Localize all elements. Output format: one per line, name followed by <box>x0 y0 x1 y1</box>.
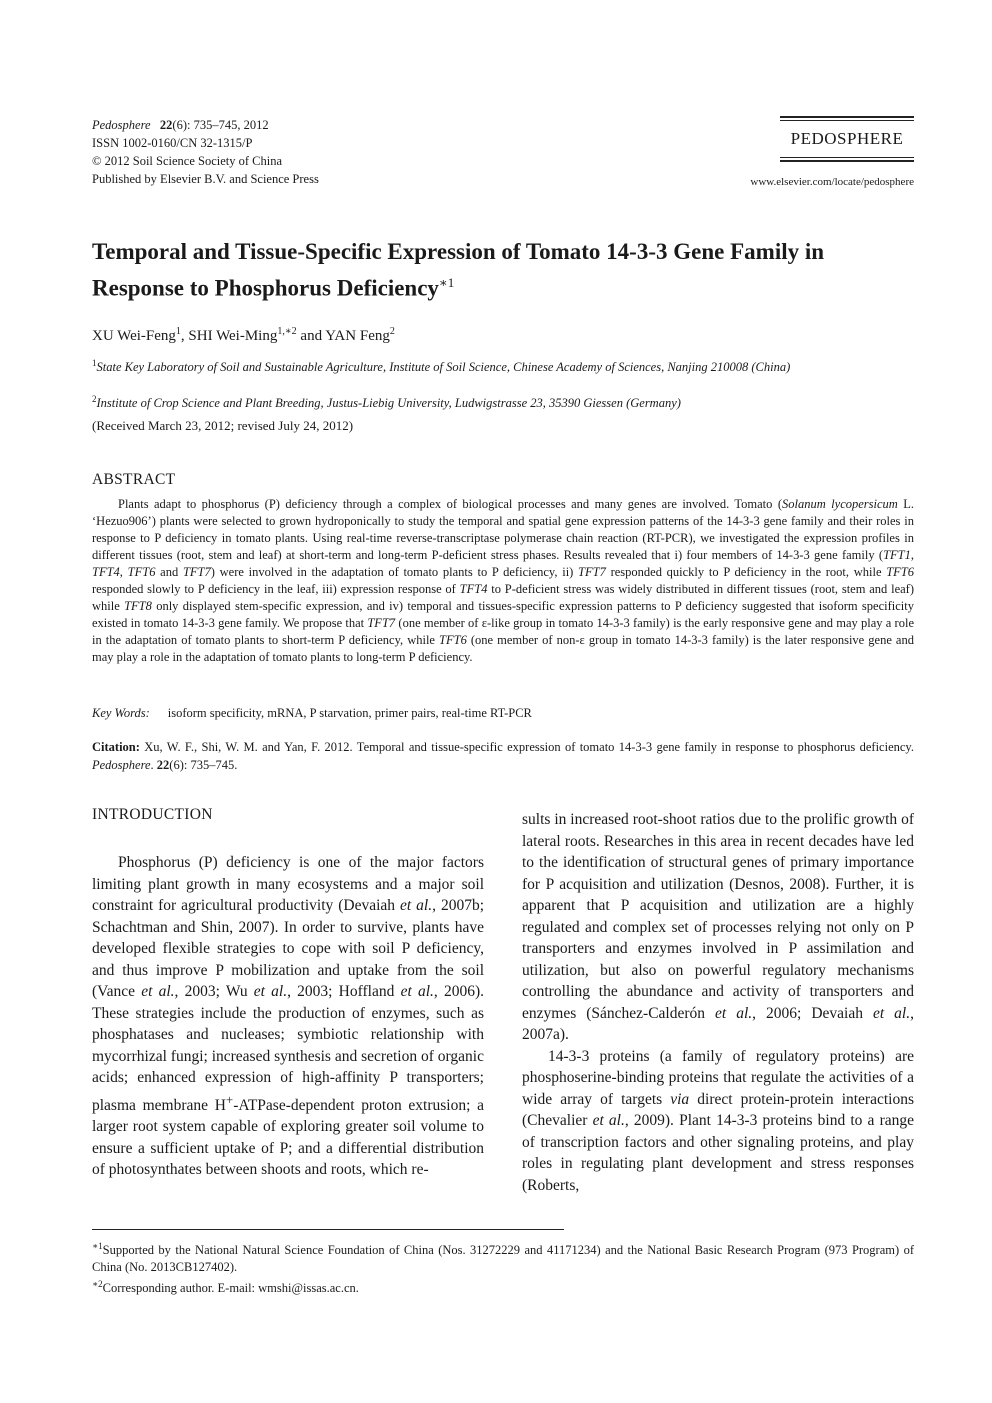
abstract-heading: ABSTRACT <box>92 471 176 488</box>
gene-name: TFT4 <box>459 582 488 596</box>
affiliation-number: 1 <box>92 358 97 368</box>
body-text: sults in increased root-shoot ratios due to the prolific growth of lateral roots. Researches in this area in recent decades have led to the identification of structural genes of primary importance for P acquisition and utilization (Desnos, 2008). Further, it is apparent that P acquisition and utilization are a highly regulated and complex set of processes relying not only on P transporters and enzymes involved in P assimilation and utilization, but also on powerful regulatory mechanisms controlling the abundance and activity of transporters and enzymes (Sánchez-Calderón <box>522 811 914 1022</box>
publisher: Published by Elsevier B.V. and Science Press <box>92 172 319 186</box>
affiliation-number: 2 <box>92 394 97 404</box>
gene-name: TFT6 <box>439 633 467 647</box>
author-affiliation-marker: 1 <box>175 326 181 337</box>
body-text: , 2006; Devaiah <box>752 1004 873 1022</box>
body-text: -ATPase-dependent proton extrusion; a larger root system capable of exploring greater soil volume to ensure a sufficient uptake of P; and a differential distribution of photosynthates between shoots and roots, which re- <box>92 1096 484 1179</box>
footnote-text: Corresponding author. E-mail: wmshi@issas.ac.cn. <box>102 1281 359 1296</box>
footnote <box>92 1238 914 1276</box>
keywords-label: Key Words: <box>92 706 150 720</box>
affiliation <box>92 391 914 412</box>
journal-header <box>92 116 319 188</box>
author-name: SHI Wei-Ming <box>188 328 278 344</box>
et-al: et al. <box>592 1112 625 1129</box>
body-text: Phosphorus (P) deficiency is one of the major factors limiting plant growth in many ecosystems and a major soil constraint for agricultural productivity (Devaiah <box>92 854 484 914</box>
journal-logo-block <box>750 116 914 188</box>
superscript-plus: + <box>225 1091 234 1107</box>
body-text: 14-3-3 proteins (a family of regulatory proteins) are phosphoserine-binding proteins that regulate the activities of a wide array of targets <box>522 1047 914 1108</box>
footnote <box>92 1276 914 1297</box>
body-text: , 2003; Wu <box>174 983 254 1000</box>
footnote-text: Supported by the National Natural Science Foundation of China (Nos. 31272229 and 41171234) and the National Basic Research Program (973 Program) of China (No. 2013CB127402). <box>92 1243 914 1275</box>
journal-issue-pages: (6): 735–745, 2012 <box>172 118 269 132</box>
affiliation-text: State Key Laboratory of Soil and Sustainable Agriculture, Institute of Soil Science, Chinese Academy of Sciences, Nanjing 210008 (China) <box>96 360 791 375</box>
keywords-text: isoform specificity, mRNA, P starvation, primer pairs, real-time RT-PCR <box>167 706 532 720</box>
journal-volume: 22 <box>159 118 173 132</box>
intro-paragraph-continued <box>522 809 914 1046</box>
left-column <box>92 852 484 1181</box>
intro-paragraph <box>522 1046 914 1197</box>
citation-text: Xu, W. F., Shi, W. M. and Yan, F. 2012. Temporal and tissue-specific expression of tomato 14-3-3 gene family in response to phosphorus deficiency. <box>139 740 914 754</box>
body-text: , 2003; Hoffland <box>287 983 401 1000</box>
footnote-marker: ∗2 <box>92 1279 103 1290</box>
journal-citation-line <box>92 116 319 134</box>
affiliation <box>92 355 914 376</box>
abstract-text: Plants adapt to phosphorus (P) deficiency through a complex of biological processes and many genes are involved. Tomato ( <box>118 497 782 511</box>
citation-issue: (6): 735–745. <box>169 758 238 772</box>
species-name: Solanum lycopersicum <box>782 497 898 511</box>
gene-name: TFT8 <box>124 599 152 613</box>
gene-name: TFT7 <box>578 565 606 579</box>
author-separator: , <box>180 328 189 344</box>
copyright: © 2012 Soil Science Society of China <box>92 154 283 168</box>
gene-name: TFT6 <box>886 565 915 579</box>
body-text: , 2007a). <box>522 1004 914 1043</box>
logo-rule-bottom <box>780 160 914 162</box>
citation <box>92 738 914 774</box>
abstract-text: L. ‘Hezuo906’) plants were selected to grown hydroponically to study the temporal and spatial gene expression patterns of the 14-3-3 gene family and their roles in response to P deficiency in tomato plants. Using real-time reverse-transcriptase polymerase chain reaction (RT-PCR), we investigated the expression profiles in different tissues (root, stem and leaf) at short-term and long-term P-deficient stress phases. Results revealed that i) four members of 14-3-3 gene family ( <box>92 497 915 562</box>
gene-name: TFT7 <box>182 565 211 579</box>
abstract-text: , <box>119 565 128 579</box>
logo-rule-top-thin <box>780 120 914 121</box>
et-al: et al. <box>400 897 433 914</box>
abstract-text: (one member of ε-like group in tomato 14-3-3 family) is the early responsive gene and may play a role in the adaptation of tomato plants to short-term P deficiency, while <box>92 616 914 647</box>
intro-paragraph <box>92 852 484 1181</box>
gene-name: TFT1 <box>883 548 911 562</box>
gene-name: TFT4 <box>92 565 120 579</box>
footnotes <box>92 1238 914 1297</box>
body-text: direct protein-protein interactions (Chevalier <box>522 1090 914 1129</box>
footnote-marker: ∗1 <box>92 1241 103 1251</box>
abstract-text: (one member of non-ε group in tomato 14-3-3 family) is the later responsive gene and may play a role in the adaptation of tomato plants to long-term P deficiency. <box>92 633 914 664</box>
journal-logo-text: PEDOSPHERE <box>790 129 904 148</box>
logo-rule-bottom-thin <box>780 157 914 158</box>
issn: ISSN 1002-0160/CN 32-1315/P <box>92 136 253 150</box>
italic-word: via <box>670 1090 690 1108</box>
author-separator: and <box>296 328 326 344</box>
right-column <box>522 809 914 1196</box>
keywords <box>92 706 532 721</box>
body-text: , 2007b; Schachtman and Shin, 2007). In order to survive, plants have developed flexible strategies to cope with soil P deficiency, and thus improve P mobilization and uptake from the soil (Vance <box>92 897 485 1000</box>
footnote-rule <box>92 1229 564 1230</box>
et-al: et al. <box>872 1004 911 1022</box>
body-text: , 2006). These strategies include the production of enzymes, such as phosphatases and nucleases; symbiotic relationship with mycorrhizal fungi; increased synthesis and secretion of organic acids; enhanced expression of high-affinity P transporters; plasma membrane H <box>92 983 484 1114</box>
received-dates: (Received March 23, 2012; revised July 24, 2012) <box>92 418 354 433</box>
et-al: et al. <box>141 983 175 1000</box>
journal-url[interactable]: www.elsevier.com/locate/pedosphere <box>750 176 914 188</box>
gene-name: TFT7 <box>367 616 396 630</box>
abstract-text: ) were involved in the adaptation of tomato plants to P deficiency, ii) <box>210 565 579 579</box>
article-title <box>92 236 892 304</box>
et-al: et al. <box>400 983 434 1000</box>
abstract-text: only displayed stem-specific expression, and iv) temporal and tissues-specific expression patterns to P deficiency suggested that isoform specificity existed in tomato 14-3-3 gene family. We propose that <box>92 599 914 630</box>
abstract-body <box>92 496 914 666</box>
affiliation-text: Institute of Crop Science and Plant Breeding, Justus-Liebig University, Ludwigstrasse 23, 35390 Giessen (Germany) <box>96 396 681 411</box>
citation-separator: . <box>150 758 157 772</box>
author-affiliation-marker: 2 <box>389 326 395 337</box>
title-footnote-marker: ∗1 <box>438 275 455 290</box>
journal-name: Pedosphere <box>92 118 151 132</box>
et-al: et al. <box>253 983 288 1000</box>
logo-rule-top <box>780 116 914 118</box>
introduction-heading: INTRODUCTION <box>92 806 213 823</box>
article-title-text: Temporal and Tissue-Specific Expression of Tomato 14-3-3 Gene Family in Response to Phosphorus Deficiency <box>92 239 825 301</box>
abstract-text: and <box>155 565 183 579</box>
et-al: et al. <box>715 1004 753 1022</box>
abstract-text: responded quickly to P deficiency in the root, while <box>605 565 887 579</box>
author-name: YAN Feng <box>325 328 390 344</box>
citation-volume: 22 <box>156 758 170 772</box>
citation-journal: Pedosphere <box>92 758 151 772</box>
author-affiliation-marker: 1,∗2 <box>277 326 297 337</box>
body-text: , 2009). Plant 14-3-3 proteins bind to a range of transcription factors and other signaling proteins, and play roles in regulating plant development and stress responses (Roberts, <box>522 1112 915 1194</box>
abstract-text: , <box>910 548 914 562</box>
author-list <box>92 326 395 345</box>
abstract-text: responded slowly to P deficiency in the leaf, iii) expression response of <box>92 582 460 596</box>
author-name: XU Wei-Feng <box>92 328 176 344</box>
abstract-text: to P-deficient stress was widely distributed in different tissues (root, stem and leaf) while <box>92 582 914 613</box>
gene-name: TFT6 <box>127 565 156 579</box>
citation-label: Citation: <box>92 740 140 754</box>
